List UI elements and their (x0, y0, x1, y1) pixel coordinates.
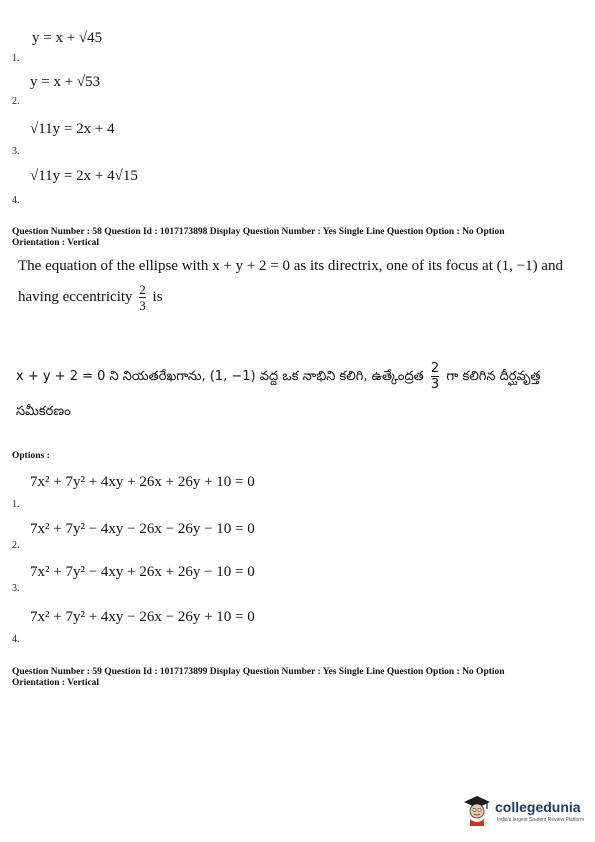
fraction-numerator: 2 (139, 282, 146, 297)
q58-telugu-line-2: సమీకరణం (16, 404, 71, 419)
prev-option-2-equation: y = x + √53 (30, 74, 101, 90)
option-1-number: 1. (12, 499, 20, 510)
option-3-equation: 7x² + 7y² − 4xy + 26x + 26y − 10 = 0 (30, 564, 255, 580)
option-1-equation: 7x² + 7y² + 4xy + 26x + 26y + 10 = 0 (30, 474, 255, 490)
q59-meta-line-2: Orientation : Vertical (12, 678, 100, 688)
prev-option-3-equation: √11y = 2x + 4 (30, 121, 115, 137)
prev-option-4-number: 4. (12, 195, 20, 206)
logo-wordmark: collegedunia (495, 799, 581, 815)
q58-english-line-2-post: is (152, 288, 163, 305)
q58-english-line-1: The equation of the ellipse with x + y + 2 = 0 as its directrix, one of its focus at (1, −1) and (18, 258, 563, 274)
logo-tagline: India's largest Student Review Platform (497, 817, 585, 823)
graduate-mascot-icon (463, 794, 491, 826)
fraction-denominator: 3 (430, 377, 440, 392)
options-label: Options : (12, 451, 50, 461)
option-3-number: 3. (12, 583, 20, 594)
eccentricity-fraction (139, 283, 146, 312)
prev-option-4-equation: √11y = 2x + 4√15 (30, 168, 138, 184)
prev-option-2-number: 2. (12, 96, 20, 107)
option-2-number: 2. (12, 540, 20, 551)
prev-option-3-number: 3. (12, 146, 20, 157)
fraction-numerator: 2 (430, 361, 440, 376)
q58-meta-line-1: Question Number : 58 Question Id : 1017173898 Display Question Number : Yes Single Line Question Option : No Option (12, 227, 505, 237)
prev-option-1-equation: y = x + √45 (32, 30, 103, 46)
q58-telugu-line-1-pre: x + y + 2 = 0 ని నియతరేఖగాను, (1, −1) వద్ద ఒక నాభిని కలిగి, ఉత్కేంద్రత (16, 369, 424, 384)
q58-telugu-line-1-post: గా కలిగిన దీర్ఘవృత్త (446, 369, 541, 384)
q59-meta-line-1: Question Number : 59 Question Id : 1017173899 Display Question Number : Yes Single Line Question Option : No Option (12, 667, 505, 677)
q58-telugu-line-1 (16, 362, 540, 391)
q58-english-line-2-pre: having eccentricity (18, 288, 133, 305)
prev-option-1-number: 1. (12, 53, 20, 64)
q58-english-line-2 (18, 283, 163, 312)
telugu-eccentricity-fraction (431, 362, 439, 391)
fraction-denominator: 3 (139, 298, 146, 313)
option-2-equation: 7x² + 7y² − 4xy − 26x − 26y − 10 = 0 (30, 521, 255, 537)
option-4-number: 4. (12, 634, 20, 645)
q58-meta-line-2: Orientation : Vertical (12, 238, 100, 248)
option-4-equation: 7x² + 7y² + 4xy − 26x − 26y + 10 = 0 (30, 609, 255, 625)
